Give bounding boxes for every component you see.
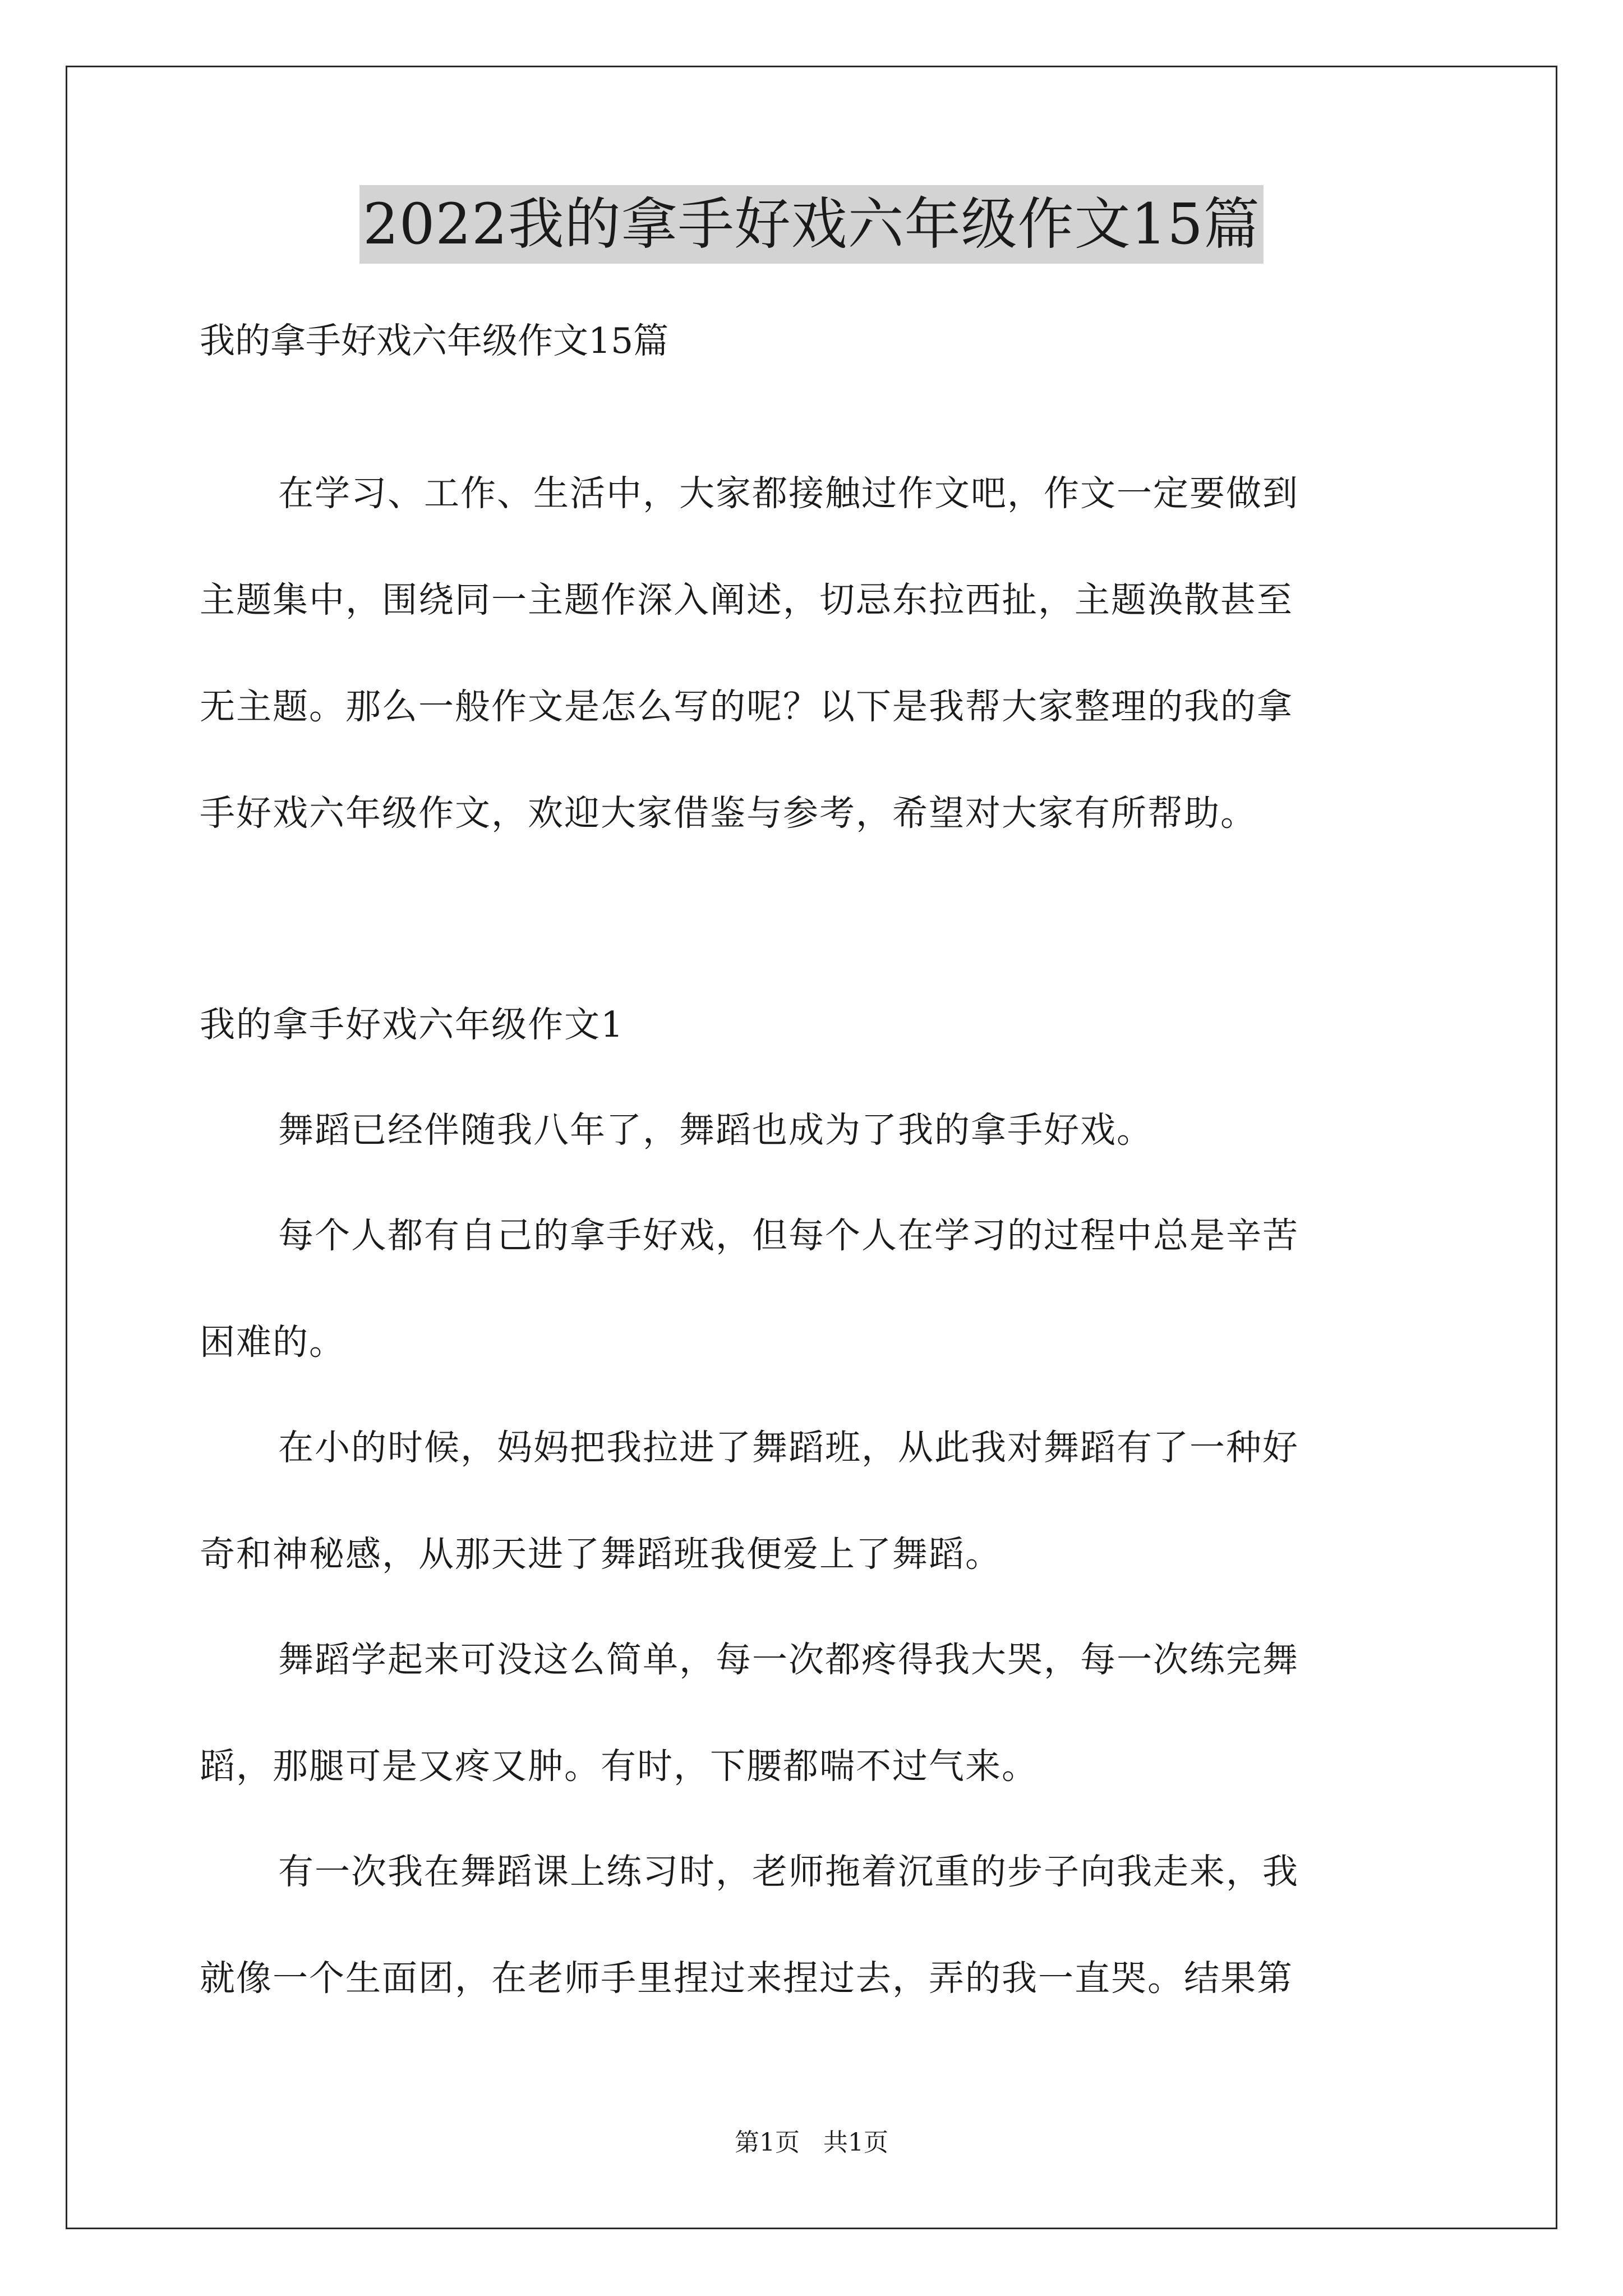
intro-paragraph [200, 440, 1428, 867]
intro-line: 手好戏六年级作文，欢迎大家借鉴与参考，希望对大家有所帮助。 [200, 793, 1257, 834]
intro-line: 无主题。那么一般作文是怎么写的呢？以下是我帮大家整理的我的拿 [200, 686, 1293, 727]
paragraph-line: 每个人都有自己的拿手好戏，但每个人在学习的过程中总是辛苦 [278, 1215, 1299, 1256]
paragraph-line: 舞蹈学起来可没这么简单，每一次都疼得我大哭，每一次练完舞 [278, 1639, 1299, 1680]
document-title-text: 2022我的拿手好戏六年级作文15篇 [359, 185, 1264, 264]
page-footer: 第1页 共1页 [735, 2128, 888, 2157]
paragraph-line: 有一次我在舞蹈课上练习时，老师拖着沉重的步子向我走来，我 [278, 1851, 1299, 1892]
document-subtitle: 我的拿手好戏六年级作文15篇 [200, 320, 669, 361]
section-heading: 我的拿手好戏六年级作文1 [200, 1004, 625, 1045]
paragraph-line: 奇和神秘感，从那天进了舞蹈班我便爱上了舞蹈。 [200, 1534, 1002, 1575]
body-paragraph [200, 1607, 1428, 1820]
paragraph-line: 困难的。 [200, 1322, 345, 1363]
paragraph-line: 舞蹈已经伴随我八年了，舞蹈也成为了我的拿手好戏。 [278, 1110, 1153, 1151]
intro-line: 在学习、工作、生活中，大家都接触过作文吧，作文一定要做到 [278, 473, 1299, 514]
paragraph-line: 蹈，那腿可是又疼又肿。有时，下腰都喘不过气来。 [200, 1746, 1038, 1787]
document-title [0, 185, 1623, 264]
body-paragraph [200, 1077, 1428, 1184]
paragraph-line: 在小的时候，妈妈把我拉进了舞蹈班，从此我对舞蹈有了一种好 [278, 1427, 1299, 1468]
intro-line: 主题集中，围绕同一主题作深入阐述，切忌东拉西扯，主题涣散甚至 [200, 579, 1293, 620]
body-paragraph [200, 1182, 1428, 1396]
body-paragraph [200, 1819, 1428, 2032]
body-paragraph [200, 1395, 1428, 1608]
paragraph-line: 就像一个生面团，在老师手里捏过来捏过去，弄的我一直哭。结果第 [200, 1958, 1293, 1999]
